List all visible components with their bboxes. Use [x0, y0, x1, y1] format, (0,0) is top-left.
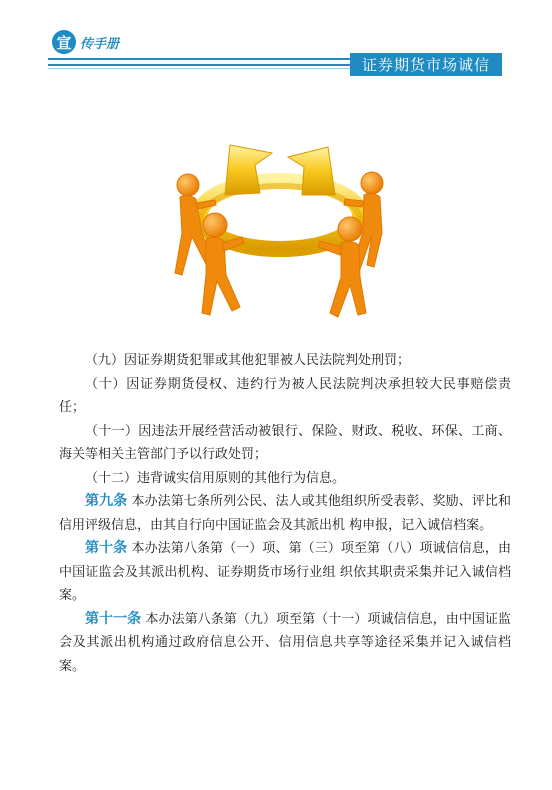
people-pushing-ring-illustration — [160, 125, 400, 330]
section-title: 证券期货市场诚信 — [350, 53, 502, 76]
header-rule — [48, 64, 350, 66]
paragraph-text: 本办法第八条第（九）项至第（十一）项诚信信息，由中国证监会及其派出机构通过政府信息公开、信用信息共享等途径采集并记入诚信档案。 — [59, 611, 511, 674]
header-rule — [48, 58, 350, 60]
article-heading: 第十条 — [85, 540, 128, 556]
paragraph — [59, 373, 511, 420]
paragraph-text: （十二）违背诚实信用原则的其他行为信息。 — [85, 470, 346, 486]
article-heading: 第十一条 — [85, 610, 142, 627]
header-rule — [48, 68, 350, 69]
paragraph — [59, 349, 511, 373]
paragraph — [59, 420, 511, 467]
paragraph-text: （十一）因违法开展经营活动被银行、保险、财政、税收、环保、工商、海关等相关主管部门予以行政处罚； — [59, 423, 511, 462]
paragraph-text: （九）因证券期货犯罪或其他犯罪被人民法院判处刑罚； — [85, 353, 411, 368]
article-heading: 第九条 — [85, 493, 128, 509]
article-body — [59, 349, 511, 678]
paragraph — [59, 490, 511, 537]
paragraph — [59, 537, 511, 608]
brochure-logo — [52, 30, 119, 54]
logo-badge: 宣 — [52, 30, 76, 54]
paragraph — [59, 608, 511, 679]
paragraph-text: 本办法第八条第（一）项、第（三）项至第（八）项诚信信息，由中国证监会及其派出机构、证券期货市场行业组 织依其职责采集并记入诚信档案。 — [59, 541, 512, 603]
ring-arrows-icon — [160, 125, 400, 330]
page-header — [0, 0, 552, 90]
paragraph — [59, 467, 511, 491]
paragraph-text: 本办法第七条所列公民、法人或其他组织所受表彰、奖励、评比和信用评级信息，由其自行向中国证监会及其派出机 构申报，记入诚信档案。 — [59, 494, 512, 533]
paragraph-text: （十）因证券期货侵权、违约行为被人民法院判决承担较大民事赔偿责任； — [59, 376, 511, 415]
logo-text: 传手册 — [80, 36, 120, 52]
